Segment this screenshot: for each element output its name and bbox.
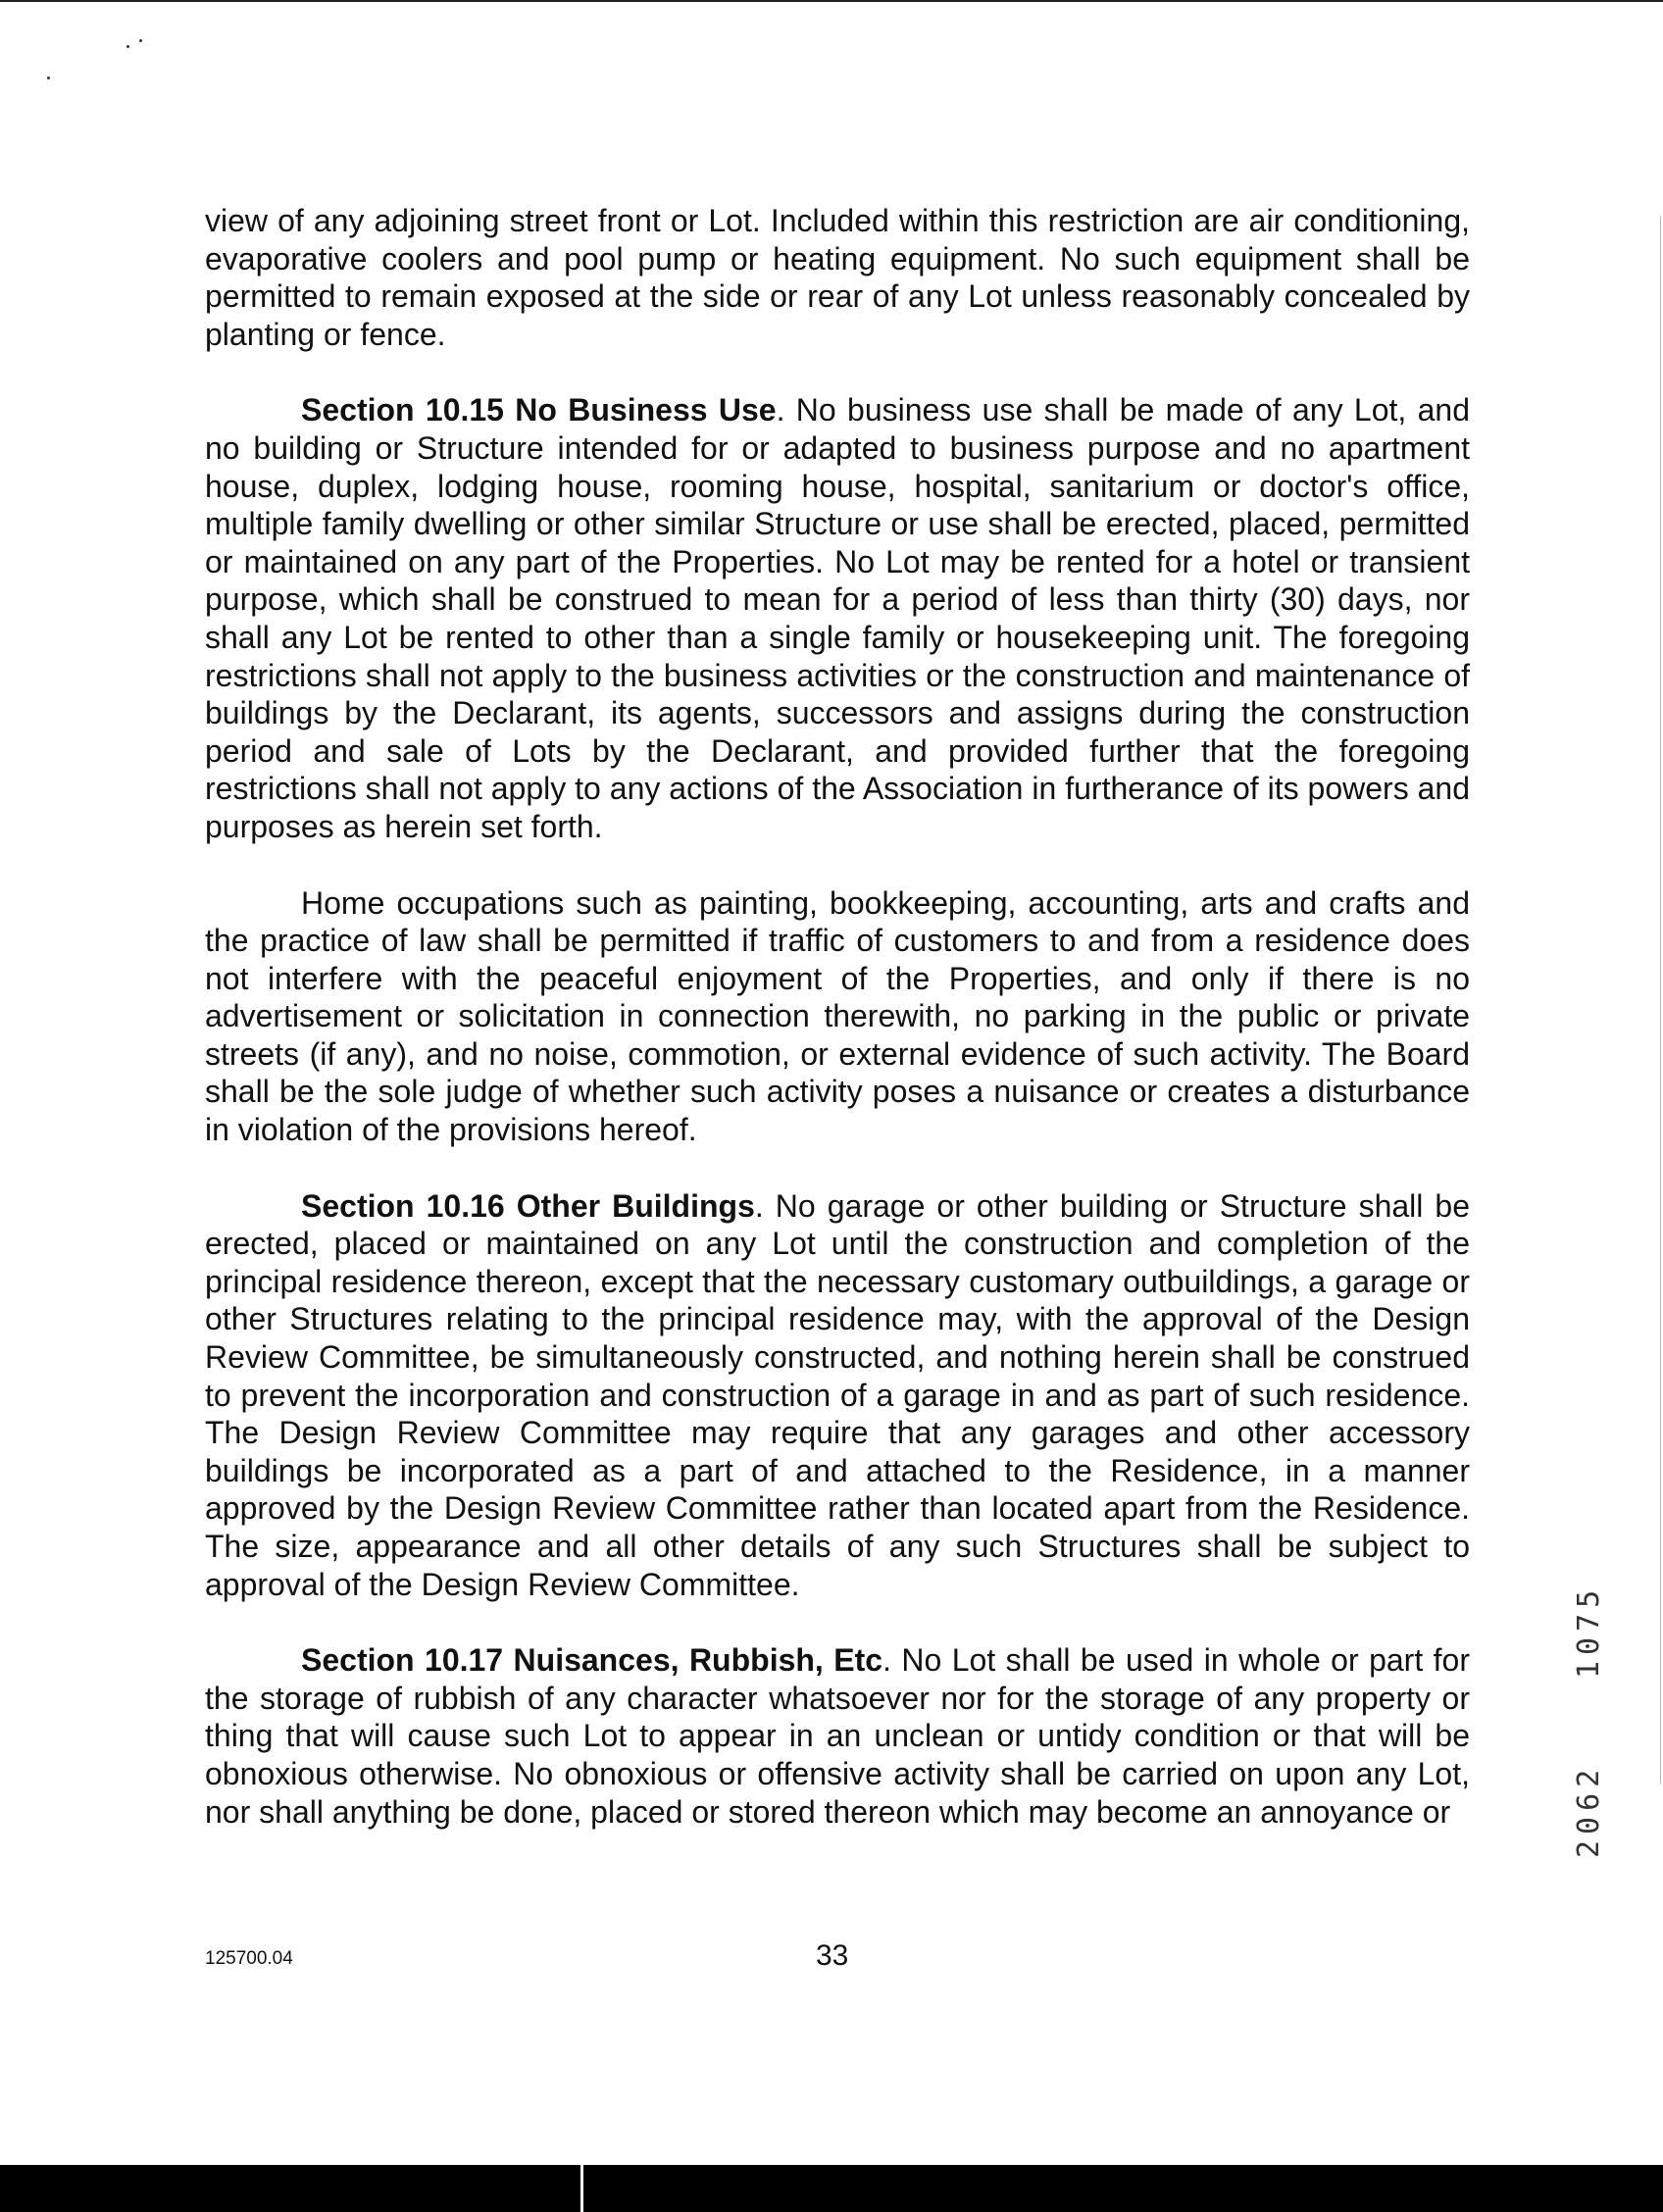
home-occupations-paragraph <box>205 884 1470 1149</box>
scan-speck <box>47 76 50 79</box>
section-10-15-paragraph <box>205 391 1470 845</box>
section-10-16-paragraph <box>205 1187 1470 1604</box>
scan-bottom-band <box>0 2165 1663 2212</box>
paragraph-text: . No Lot shall be used in whole or part for the storage of rubbish of any character whatsoever nor for the storage of any property or thing that will cause such Lot to appear in an unclean or untidy condition or that will be obnoxious otherwise. No obnoxious or offensive activity shall be carried on upon any Lot, nor shall anything be done, placed or stored thereon which may become an annoyance or <box>205 1642 1471 1830</box>
scan-top-edge <box>0 0 1663 2</box>
paragraph-text: . No business use shall be made of any Lot, and no building or Structure intended for or adapted to business purpose and no apartment house, duplex, lodging house, rooming house, hospital, sanitarium or doctor's office, multiple family dwelling or other similar Structure or use shall be erected, placed, permitted or maintained on any part of the Properties. No Lot may be rented for a hotel or transient purpose, which shall be construed to mean for a period of less than thirty (30) days, nor shall any Lot be rented to other than a single family or housekeeping unit. The foregoing restrictions shall not apply to the business activities or the construction and maintenance of buildings by the Declarant, its agents, successors and assigns during the construction period and sale of Lots by the Declarant, and provided further that the foregoing restrictions shall not apply to any actions of the Association in furtherance of its powers and purposes as herein set forth. <box>205 392 1471 844</box>
section-10-17-paragraph <box>205 1641 1470 1831</box>
section-heading: Section 10.15 No Business Use <box>301 392 777 428</box>
scan-speck <box>139 39 142 42</box>
paragraph-text: . No garage or other building or Structure shall be erected, placed or maintained on any Lot until the construction and completion of the principal residence thereon, except that the necessary customary outbuildings, a garage or other Structures relating to the principal residence may, with the approval of the Design Review Committee, be simultaneously constructed, and nothing herein shall be construed to prevent the incorporation and construction of a garage in and as part of such residence. The Design Review Committee may require that any garages and other accessory buildings be incorporated as a part of and attached to the Residence, in a manner approved by the Design Review Committee rather than located apart from the Residence. The size, appearance and all other details of any such Structures shall be subject to approval of the Design Review Committee. <box>205 1187 1471 1602</box>
paragraph-text: Home occupations such as painting, bookkeeping, accounting, arts and crafts and the practice of law shall be permitted if traffic of customers to and from a residence does not interfere with the peaceful enjoyment of the Properties, and only if there is no advertisement or solicitation in connection therewith, no parking in the public or private streets (if any), and no noise, commotion, or external evidence of such activity. The Board shall be the sole judge of whether such activity poses a nuisance or creates a disturbance in violation of the provisions hereof. <box>205 884 1470 1148</box>
page-number: 33 <box>816 1939 849 1972</box>
recording-stamp-lower: 2062 <box>1572 1763 1606 1859</box>
recording-stamp-upper: 1075 <box>1572 1584 1606 1680</box>
document-number: 125700.04 <box>205 1948 293 1969</box>
scan-band-divider <box>580 2165 583 2212</box>
paragraph-continuation <box>205 202 1470 353</box>
paragraph-text: view of any adjoining street front or Lot. Included within this restriction are air conditioning, evaporative coolers and pool pump or heating equipment. No such equipment shall be permitted to remain exposed at the side or rear of any Lot unless reasonably concealed by planting or fence. <box>205 203 1470 352</box>
scan-right-edge <box>1660 216 1661 1785</box>
section-heading: Section 10.16 Other Buildings <box>301 1187 755 1224</box>
section-heading: Section 10.17 Nuisances, Rubbish, Etc <box>301 1642 883 1679</box>
scan-speck <box>126 45 129 48</box>
document-body <box>205 202 1470 1869</box>
